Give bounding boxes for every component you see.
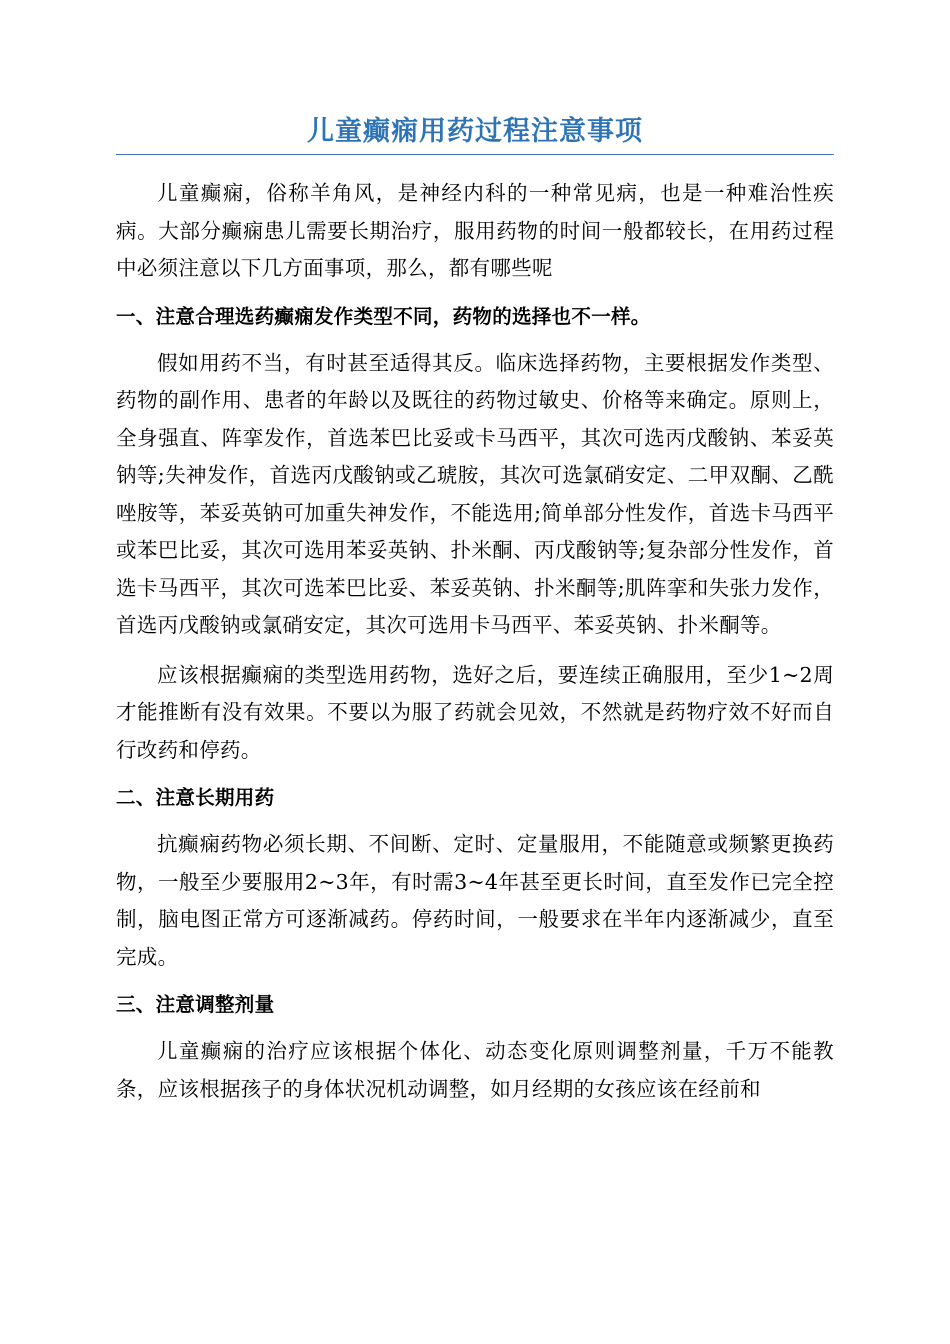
document-page [116,112,834,1108]
section-2-paragraph-1: 抗癫痫药物必须长期、不间断、定时、定量服用，不能随意或频繁更换药物，一般至少要服用2~3年，有时需3~4年甚至更长时间，直至发作已完全控制，脑电图正常方可逐渐减药。停药时间，一般要求在半年内逐渐减少，直至完成。 [116,832,834,969]
section-1-paragraph-2: 应该根据癫痫的类型选用药物，选好之后，要连续正确服用，至少1~2周才能推断有没有效果。不要以为服了药就会见效，不然就是药物疗效不好而自行改药和停药。 [116,662,834,762]
section-1-paragraph-1: 假如用药不当，有时甚至适得其反。临床选择药物，主要根据发作类型、药物的副作用、患者的年龄以及既往的药物过敏史、价格等来确定。原则上，全身强直、阵挛发作，首选苯巴比妥或卡马西平，其次可选丙戊酸钠、苯妥英钠等;失神发作，首选丙戊酸钠或乙琥胺，其次可选氯硝安定、二甲双酮、乙酰唑胺等，苯妥英钠可加重失神发作，不能选用;简单部分性发作，首选卡马西平或苯巴比妥，其次可选用苯妥英钠、扑米酮、丙戊酸钠等;复杂部分性发作，首选卡马西平，其次可选苯巴比妥、苯妥英钠、扑米酮等;肌阵挛和失张力发作，首选丙戊酸钠或氯硝安定，其次可选用卡马西平、苯妥英钠、扑米酮等。 [116,350,834,637]
intro-paragraph: 儿童癫痫，俗称羊角风，是神经内科的一种常见病，也是一种难治性疾病。大部分癫痫患儿需要长期治疗，服用药物的时间一般都较长，在用药过程中必须注意以下几方面事项，那么，都有哪些呢 [116,181,834,280]
section-3-paragraph-1: 儿童癫痫的治疗应该根据个体化、动态变化原则调整剂量，千万不能教条，应该根据孩子的身体状况机动调整，如月经期的女孩应该在经前和 [116,1039,834,1101]
section-heading-1: 一、注意合理选药癫痫发作类型不同，药物的选择也不一样。 [116,304,651,328]
page-title: 儿童癫痫用药过程注意事项 [116,112,834,155]
section-heading-2: 二、注意长期用药 [116,786,275,809]
section-heading-3: 三、注意调整剂量 [116,993,275,1016]
